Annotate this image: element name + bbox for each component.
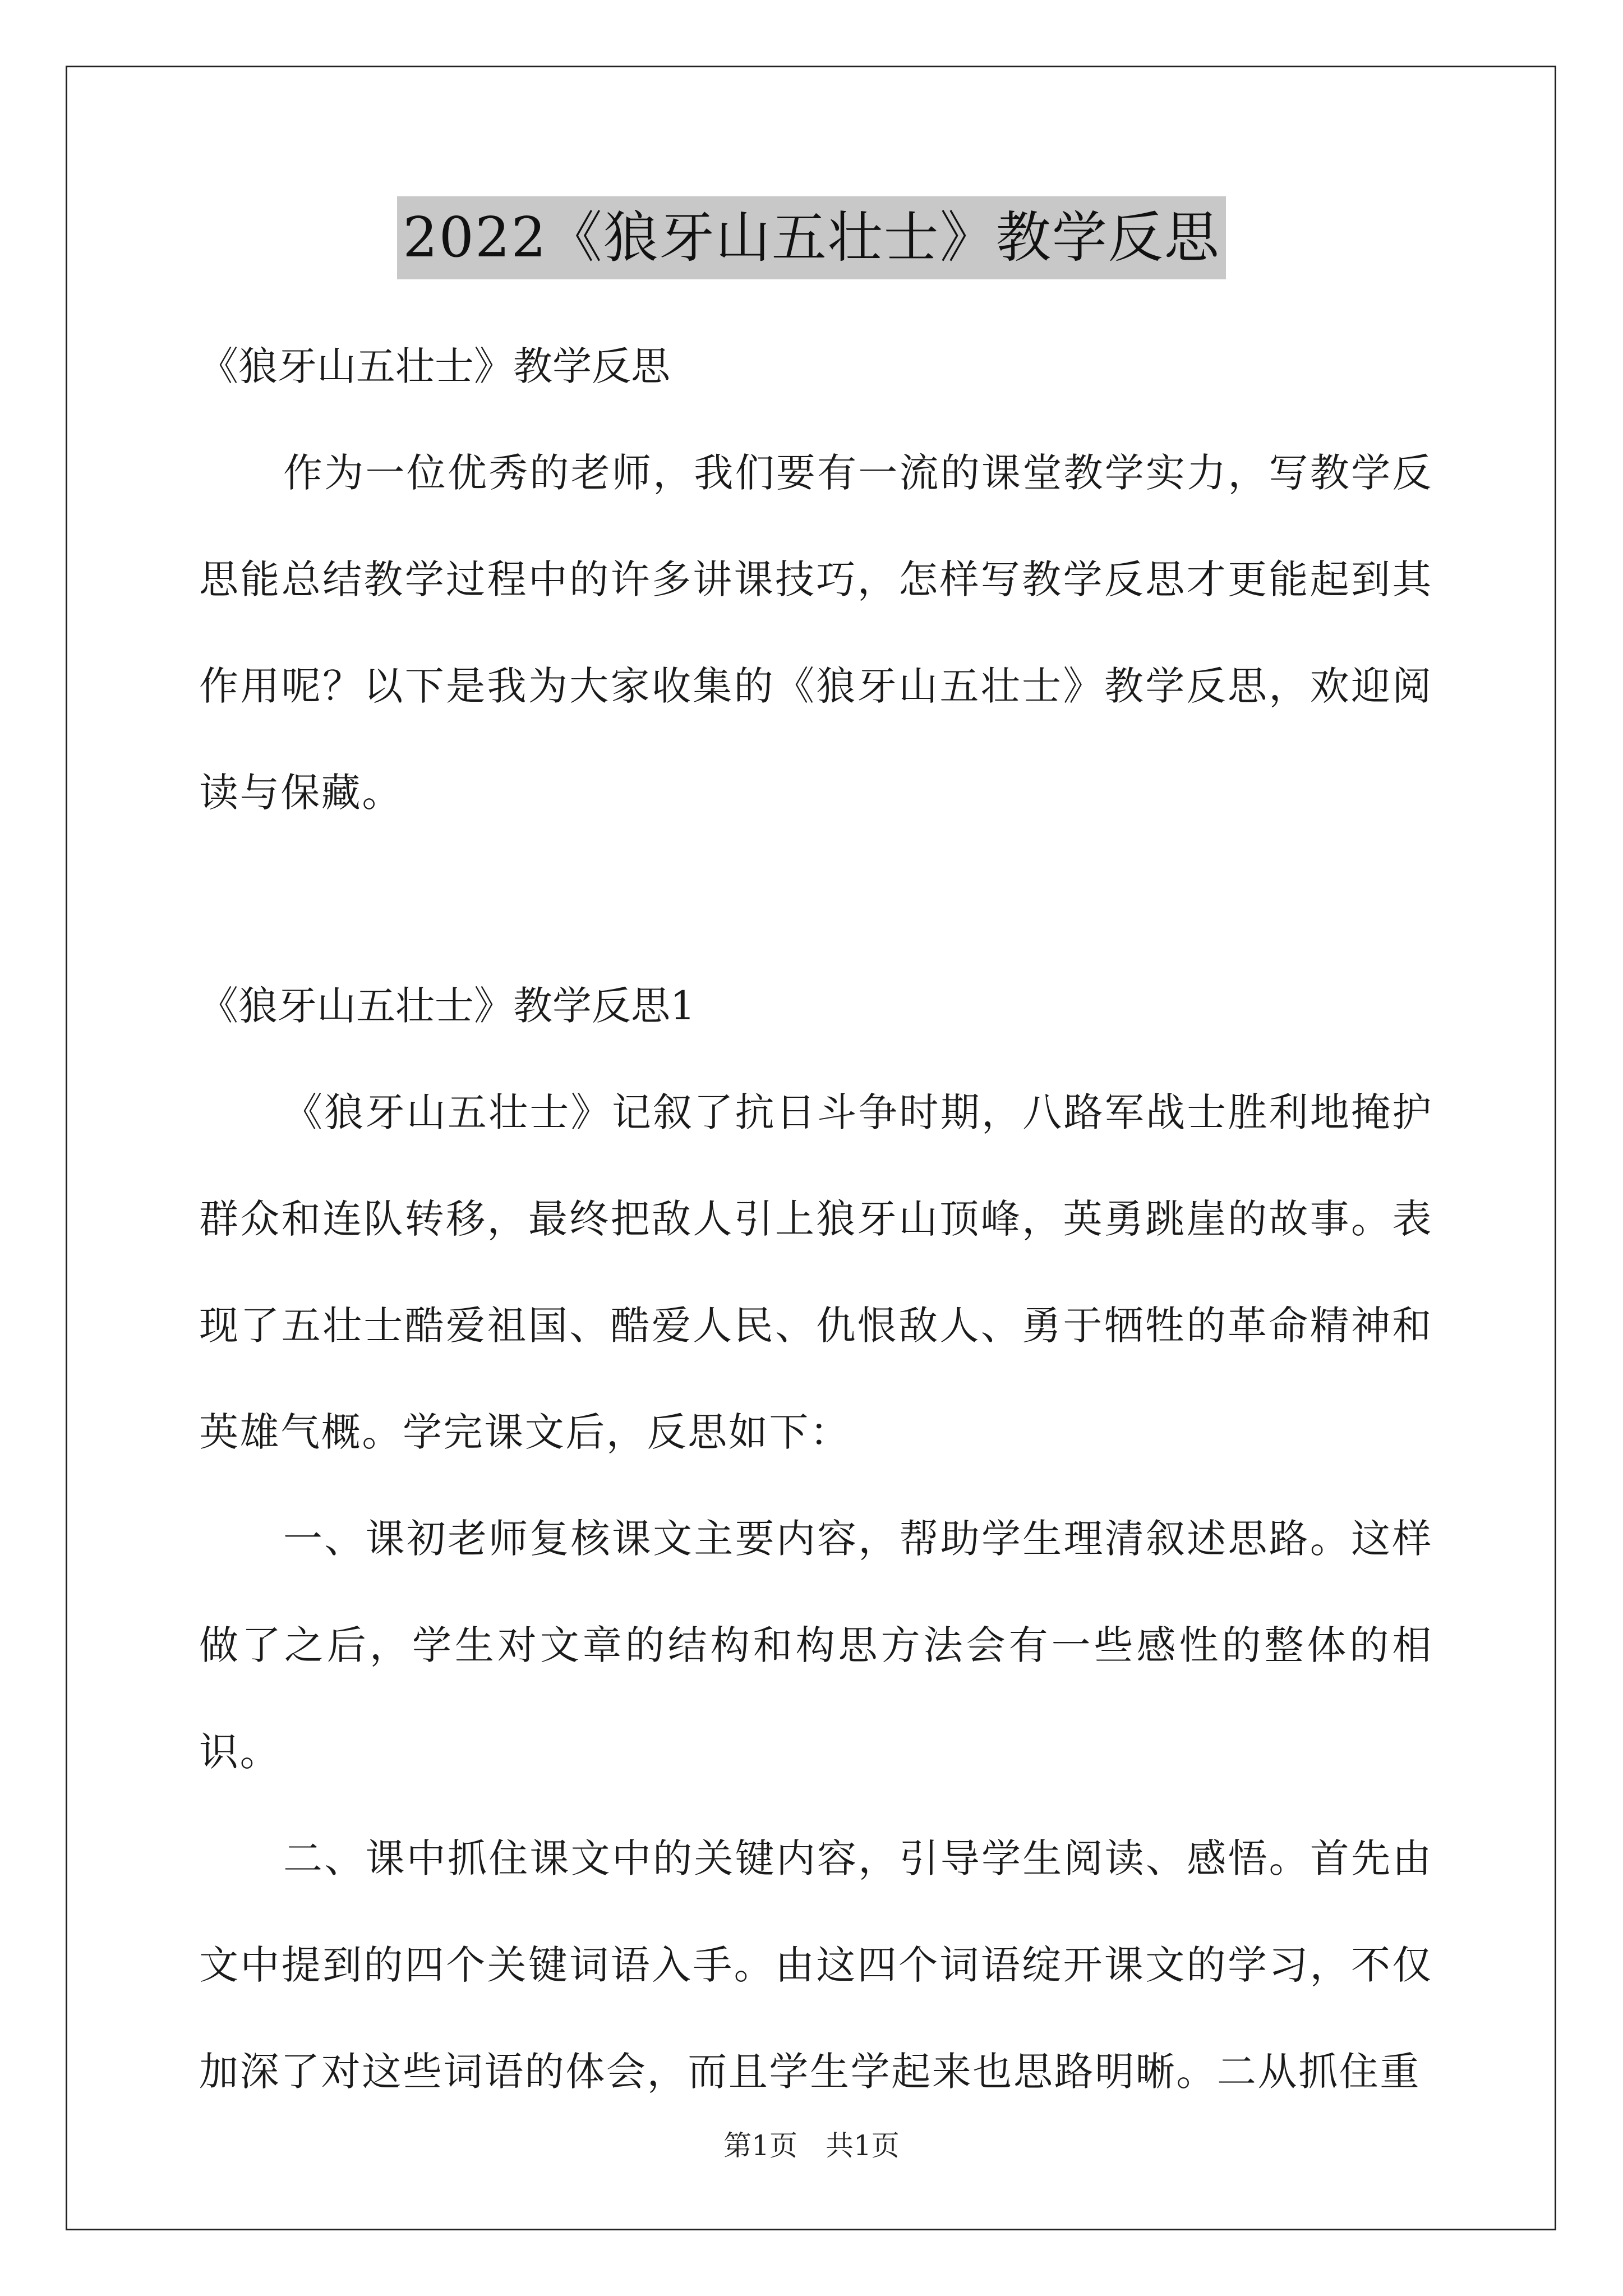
page-footer [0,2126,1623,2165]
title-container [0,196,1623,279]
section-spacer [199,846,1433,953]
page-count: 共1页 [826,2129,900,2162]
intro-paragraph: 作为一位优秀的老师，我们要有一流的课堂教学实力，写教学反思能总结教学过程中的许多讲课技巧，怎样写教学反思才更能起到其作用呢？以下是我为大家收集的《狼牙山五壮士》教学反思，欢迎阅读与保藏。 [199,450,1433,816]
body-paragraph-3: 二、课中抓住课文中的关键内容，引导学生阅读、感悟。首先由文中提到的四个关键词语入手。由这四个词语绽开课文的学习，不仅加深了对这些词语的体会，而且学生学起来也思路明晰。二从抓住重 [199,1835,1433,2095]
section-heading: 《狼牙山五壮士》教学反思1 [199,983,695,1029]
page-number: 第1页 [723,2129,797,2162]
document-title: 2022《狼牙山五壮士》教学反思 [397,196,1225,279]
intro-heading: 《狼牙山五壮士》教学反思 [199,343,670,389]
body-paragraph-2: 一、课初老师复核课文主要内容，帮助学生理清叙述思路。这样做了之后，学生对文章的结构和构思方法会有一些感性的整体的相识。 [199,1516,1433,1775]
document-body [199,313,1433,2125]
body-paragraph-1: 《狼牙山五壮士》记叙了抗日斗争时期，八路军战士胜利地掩护群众和连队转移，最终把敌人引上狼牙山顶峰，英勇跳崖的故事。表现了五壮士酷爱祖国、酷爱人民、仇恨敌人、勇于牺牲的革命精神和英雄气概。学完课文后，反思如下： [199,1089,1433,1455]
